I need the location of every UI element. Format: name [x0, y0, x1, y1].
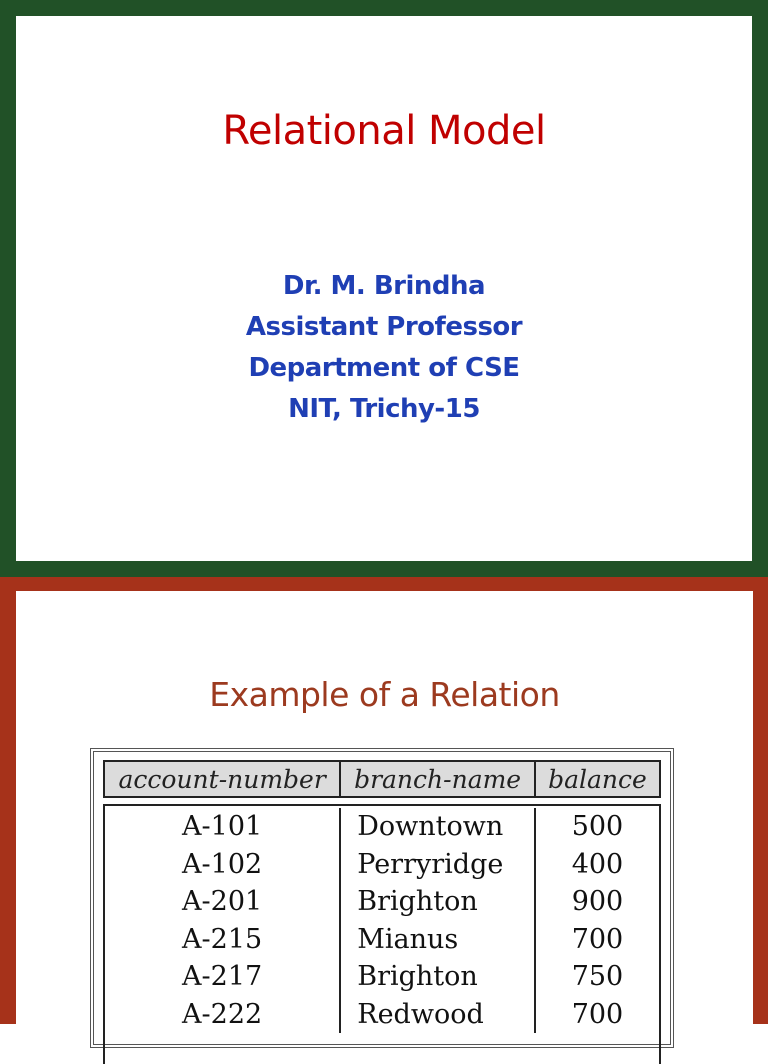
table-cell: 900	[571, 886, 624, 918]
table-cell: A-102	[105, 846, 341, 884]
relation-table	[90, 748, 674, 1048]
table-cell: A-201	[105, 883, 341, 921]
table-row	[105, 846, 659, 884]
slide-2-content	[16, 591, 753, 1031]
table-row	[105, 921, 659, 959]
table-cell: A-215	[105, 921, 341, 959]
author-designation: Assistant Professor	[245, 312, 523, 342]
table-row	[105, 806, 659, 846]
table-cell: Brighton	[341, 883, 536, 921]
column-header: branch-name	[341, 762, 536, 796]
slide-title: Example of a Relation	[209, 675, 560, 714]
table-header-row	[103, 760, 661, 798]
table-cell: 750	[571, 961, 624, 993]
table-cell: Perryridge	[341, 846, 536, 884]
table-cell: A-101	[105, 808, 341, 846]
author-name: Dr. M. Brindha	[282, 271, 486, 301]
table-cell: Mianus	[341, 921, 536, 959]
table-cell: A-222	[105, 996, 341, 1034]
table-row	[105, 996, 659, 1034]
slide-2-frame	[0, 577, 768, 1030]
table-row	[105, 958, 659, 996]
column-header: balance	[548, 764, 647, 794]
table-body	[103, 804, 661, 1064]
slide-1-content	[16, 16, 752, 561]
author-institute: NIT, Trichy-15	[288, 394, 480, 424]
table-cell: Downtown	[341, 808, 536, 846]
table-cell: 400	[571, 848, 624, 880]
table-cell: A-217	[105, 958, 341, 996]
author-block	[16, 266, 752, 430]
table-cell: 700	[571, 923, 624, 955]
table-cell: Brighton	[341, 958, 536, 996]
table-cell: Redwood	[341, 996, 536, 1034]
table-row	[105, 883, 659, 921]
author-department: Department of CSE	[248, 353, 520, 383]
table-cell: 700	[571, 998, 624, 1030]
table-cell: 500	[571, 811, 624, 843]
column-header: account-number	[105, 762, 341, 796]
slide-title: Relational Model	[222, 108, 546, 154]
